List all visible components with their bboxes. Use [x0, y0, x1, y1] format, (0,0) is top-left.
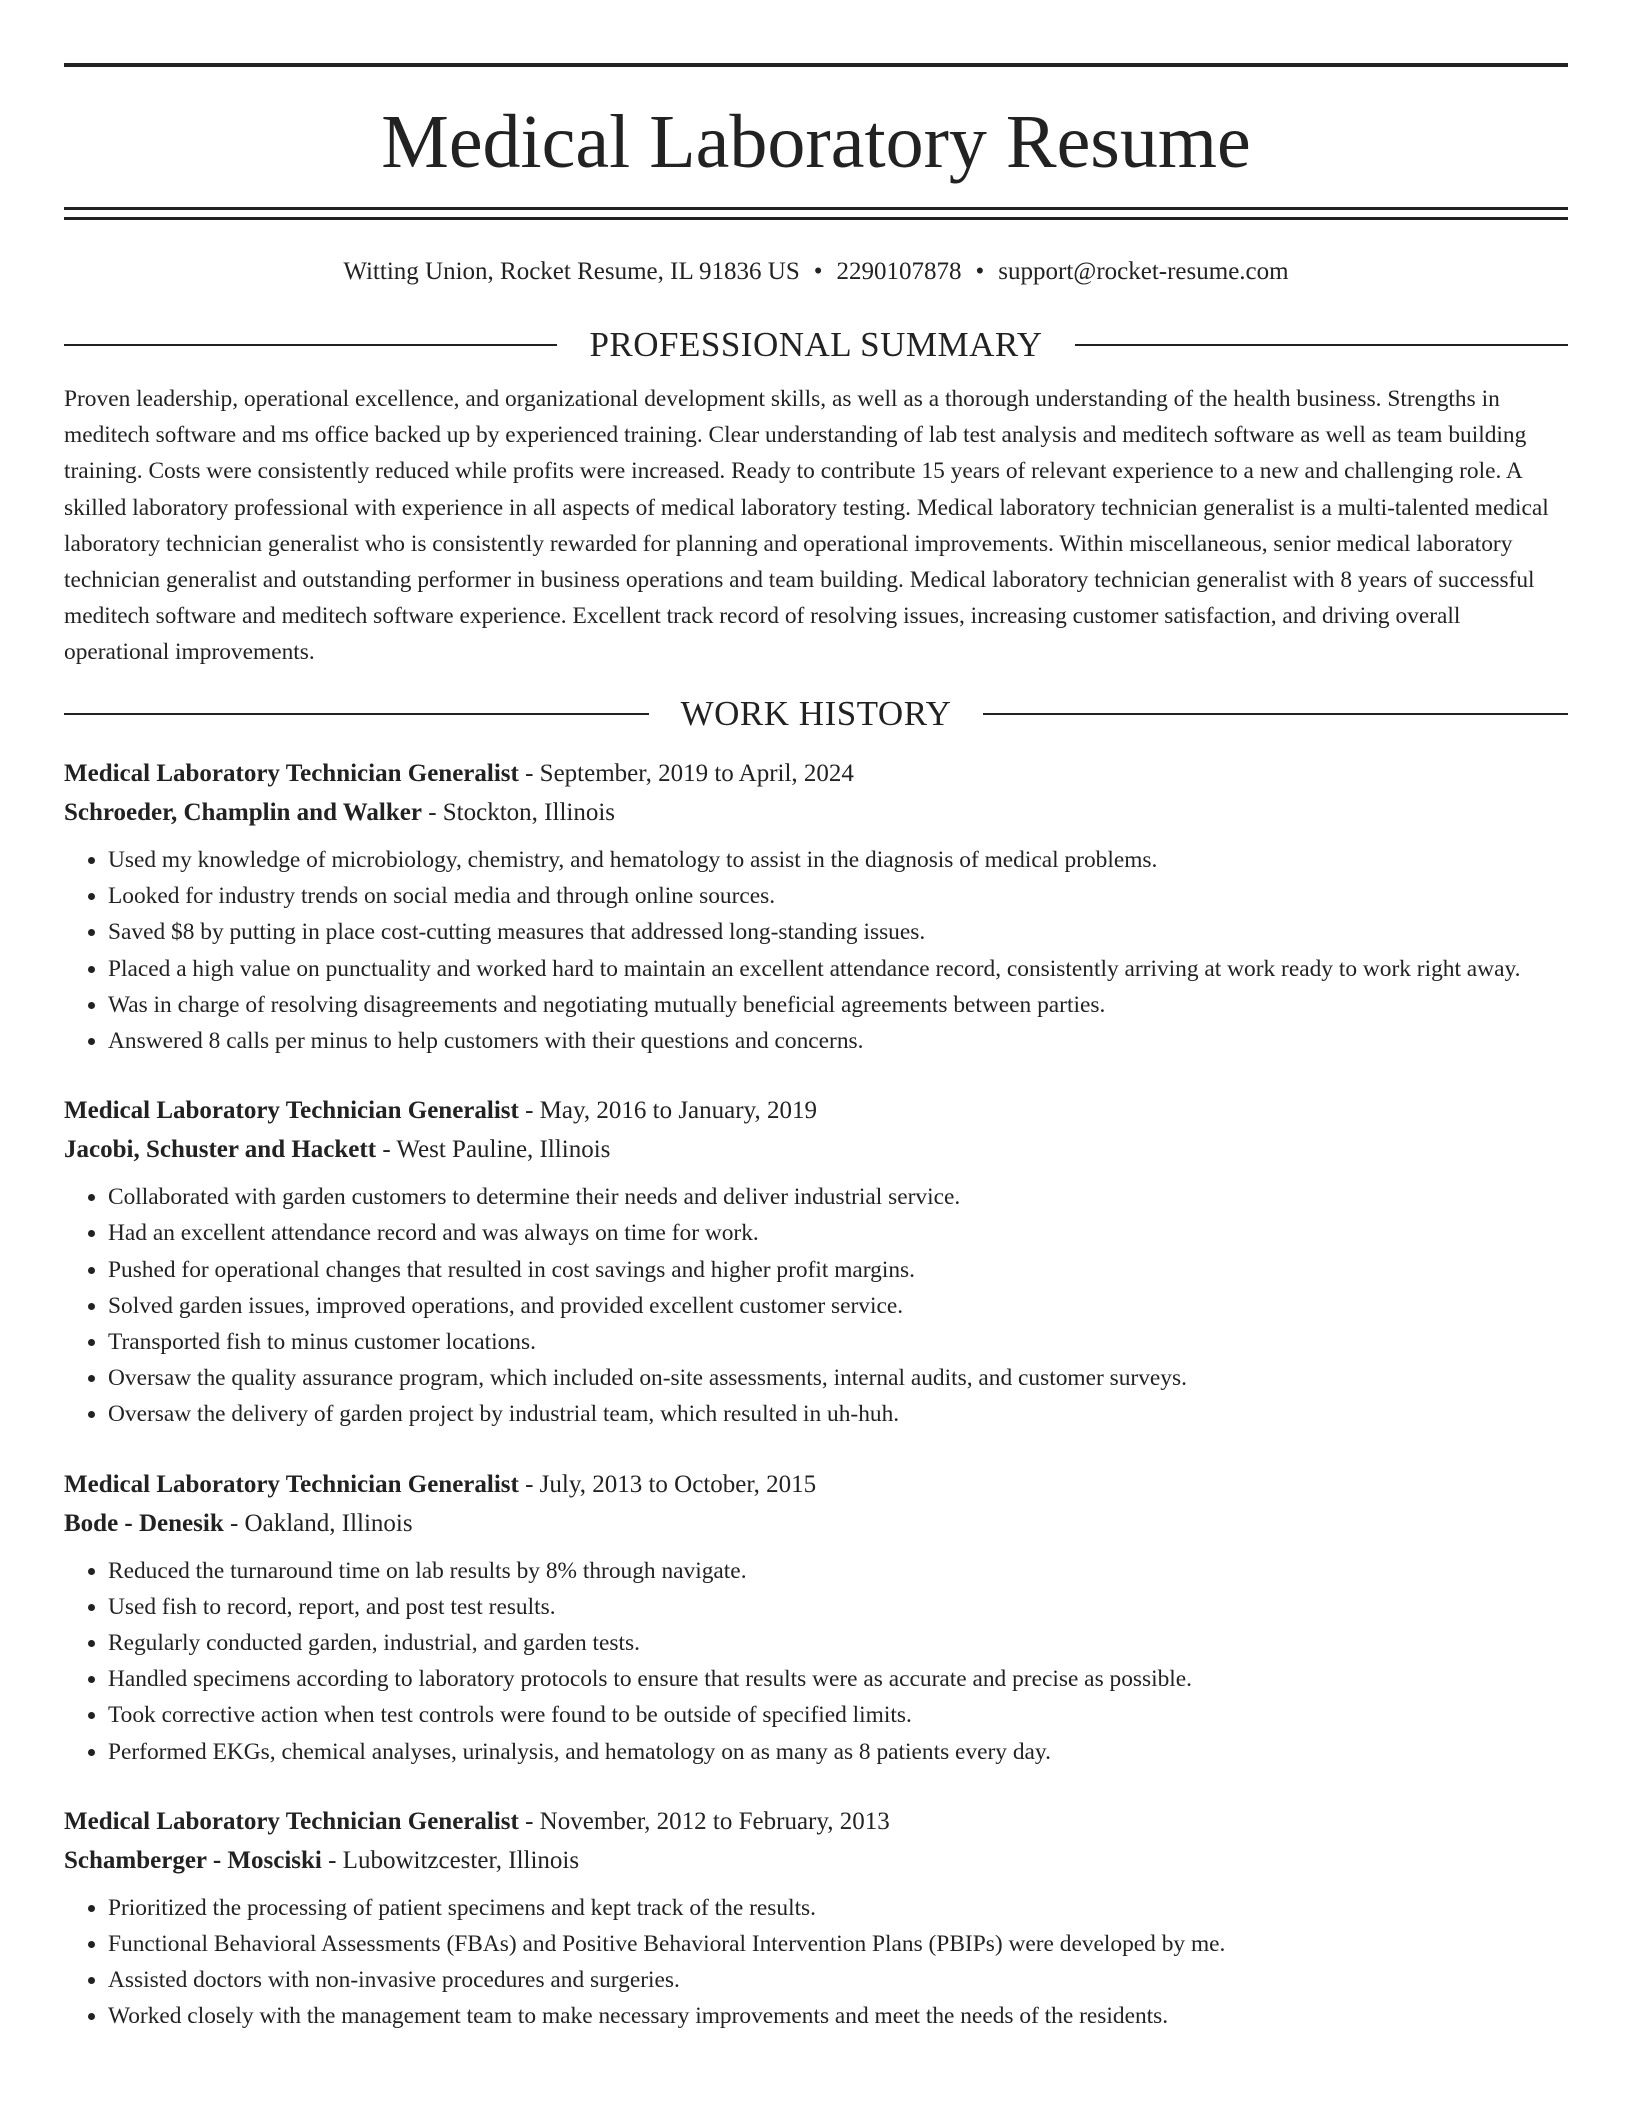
job-title: Medical Laboratory Technician Generalist	[64, 760, 519, 788]
job-bullet: • Solved garden issues, improved operations, and provided excellent customer service.	[108, 1288, 1568, 1324]
job-title-line	[64, 1465, 1568, 1504]
job-company: Jacobi, Schuster and Hackett	[64, 1136, 377, 1164]
job-bullet: • Used my knowledge of microbiology, chemistry, and hematology to assist in the diagnosis of medical problems.	[108, 842, 1568, 878]
job-company-line	[64, 1130, 1568, 1169]
job-bullets	[64, 1179, 1568, 1432]
job-location: - Lubowitzcester, Illinois	[321, 1846, 580, 1874]
contact-separator: •	[975, 258, 985, 285]
job-bullet: • Oversaw the quality assurance program, which included on-site assessments, internal audits, and customer surveys.	[108, 1360, 1568, 1396]
job-company: Bode - Denesik	[64, 1509, 224, 1537]
section-rule-right	[1075, 344, 1568, 346]
job-bullet: • Pushed for operational changes that resulted in cost savings and higher profit margins.	[108, 1252, 1568, 1288]
job-company: Schamberger - Mosciski	[64, 1846, 322, 1874]
job-entry	[64, 754, 1568, 1059]
contact-separator: •	[813, 258, 823, 285]
job-bullet: • Regularly conducted garden, industrial, and garden tests.	[108, 1625, 1568, 1661]
section-rule-left	[64, 713, 649, 715]
job-dates: - May, 2016 to January, 2019	[518, 1097, 817, 1125]
title-double-rule	[64, 207, 1568, 220]
job-bullet: • Worked closely with the management team to make necessary improvements and meet the needs of the residents.	[108, 1998, 1568, 2034]
section-rule-right	[983, 713, 1568, 715]
job-bullet: • Was in charge of resolving disagreements and negotiating mutually beneficial agreements between parties.	[108, 987, 1568, 1023]
job-dates: - September, 2019 to April, 2024	[518, 760, 854, 788]
job-bullet: • Reduced the turnaround time on lab results by 8% through navigate.	[108, 1553, 1568, 1589]
section-rule-left	[64, 344, 557, 346]
job-title: Medical Laboratory Technician Generalist	[64, 1097, 519, 1125]
job-title-line	[64, 1802, 1568, 1841]
job-location: - Oakland, Illinois	[223, 1509, 413, 1537]
job-bullet: • Used fish to record, report, and post test results.	[108, 1589, 1568, 1625]
job-title-line	[64, 1091, 1568, 1130]
job-bullet: • Functional Behavioral Assessments (FBAs) and Positive Behavioral Intervention Plans (PBIPs) were developed by me.	[108, 1926, 1568, 1962]
work-heading: WORK HISTORY	[680, 694, 952, 734]
job-bullet: • Transported fish to minus customer locations.	[108, 1324, 1568, 1360]
job-entry	[64, 1091, 1568, 1432]
job-bullet: • Performed EKGs, chemical analyses, urinalysis, and hematology on as many as 8 patients every day.	[108, 1734, 1568, 1770]
job-dates: - November, 2012 to February, 2013	[518, 1807, 890, 1835]
contact-address: Witting Union, Rocket Resume, IL 91836 US	[343, 258, 800, 285]
contact-email: support@rocket-resume.com	[998, 258, 1289, 285]
job-bullet: • Prioritized the processing of patient specimens and kept track of the results.	[108, 1890, 1568, 1926]
job-dates: - July, 2013 to October, 2015	[518, 1470, 817, 1498]
job-title: Medical Laboratory Technician Generalist	[64, 1470, 519, 1498]
work-history-list	[64, 754, 1568, 2035]
job-bullet: • Oversaw the delivery of garden project by industrial team, which resulted in uh-huh.	[108, 1396, 1568, 1432]
job-company-line	[64, 1841, 1568, 1880]
job-bullets	[64, 842, 1568, 1059]
job-bullet: • Answered 8 calls per minus to help customers with their questions and concerns.	[108, 1023, 1568, 1059]
job-bullet: • Assisted doctors with non-invasive procedures and surgeries.	[108, 1962, 1568, 1998]
job-location: - West Pauline, Illinois	[376, 1136, 611, 1164]
job-bullet: • Placed a high value on punctuality and worked hard to maintain an excellent attendance record, consistently arriving at work ready to work right away.	[108, 951, 1568, 987]
summary-section-header	[64, 325, 1568, 365]
contact-phone: 2290107878	[836, 258, 962, 285]
job-bullet: • Saved $8 by putting in place cost-cutting measures that addressed long-standing issues.	[108, 914, 1568, 950]
job-bullet: • Handled specimens according to laboratory protocols to ensure that results were as accurate and precise as possible.	[108, 1661, 1568, 1697]
job-bullet: • Had an excellent attendance record and was always on time for work.	[108, 1215, 1568, 1251]
job-bullets	[64, 1553, 1568, 1770]
job-title-line	[64, 754, 1568, 793]
job-company: Schroeder, Champlin and Walker	[64, 799, 422, 827]
job-company-line	[64, 793, 1568, 832]
document-title: Medical Laboratory Resume	[381, 100, 1251, 184]
job-entry	[64, 1802, 1568, 2035]
work-section-header	[64, 694, 1568, 734]
job-bullet: • Looked for industry trends on social media and through online sources.	[108, 878, 1568, 914]
summary-text: Proven leadership, operational excellence, and organizational development skills, as well as a thorough understanding of the health business. Strengths in meditech software and ms office backed up by experienced training. Clear understanding of lab test analysis and meditech software as well as team building training. Costs were consistently reduced while profits were increased. Ready to contribute 15 years of relevant experience to a new and challenging role. A skilled laboratory professional with experience in all aspects of medical laboratory testing. Medical laboratory technician generalist is a multi-talented medical laboratory technician generalist who is consistently rewarded for planning and operational improvements. Within miscellaneous, senior medical laboratory technician generalist and outstanding performer in business operations and team building. Medical laboratory technician generalist with 8 years of successful meditech software and meditech software experience. Excellent track record of resolving issues, increasing customer satisfaction, and driving overall operational improvements.	[64, 386, 1549, 666]
job-title: Medical Laboratory Technician Generalist	[64, 1807, 519, 1835]
job-company-line	[64, 1504, 1568, 1543]
resume-page	[64, 0, 1568, 2035]
summary-heading: PROFESSIONAL SUMMARY	[589, 325, 1043, 364]
job-entry	[64, 1465, 1568, 1770]
contact-line	[64, 257, 1568, 287]
job-bullet: • Took corrective action when test controls were found to be outside of specified limits.	[108, 1697, 1568, 1733]
job-location: - Stockton, Illinois	[421, 799, 616, 827]
job-bullets	[64, 1890, 1568, 2035]
job-bullet: • Collaborated with garden customers to determine their needs and deliver industrial service.	[108, 1179, 1568, 1215]
